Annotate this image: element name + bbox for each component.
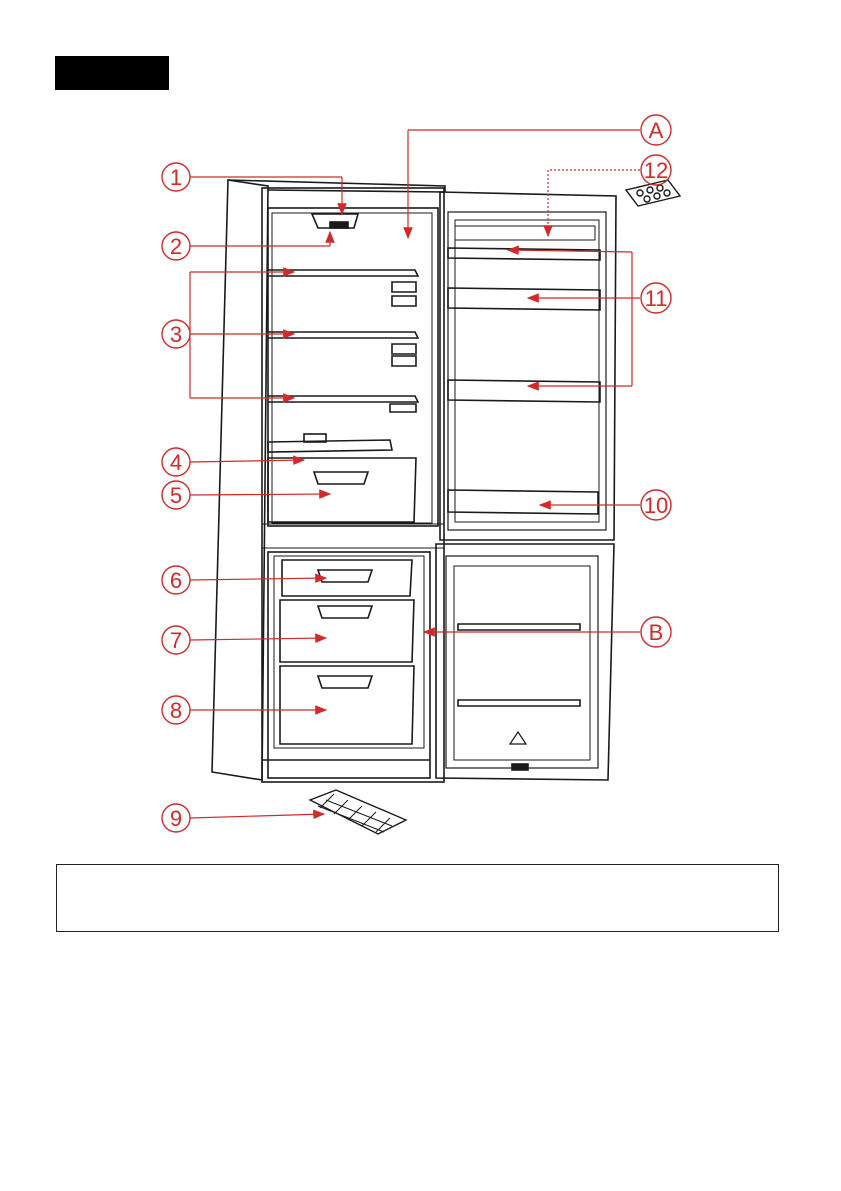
callout-1: [162, 163, 190, 191]
ice-tray-icon: [310, 790, 406, 834]
svg-text:12: 12: [643, 158, 669, 183]
callout-6: [162, 566, 190, 594]
glass-shelves: [268, 270, 418, 402]
callout-5: [162, 481, 190, 509]
callout-2: [162, 232, 190, 260]
svg-text:8: 8: [169, 698, 183, 723]
svg-text:B: B: [648, 620, 664, 645]
freezer-door: [436, 544, 614, 780]
freezer-drawers: [280, 560, 414, 744]
callout-8: [162, 696, 190, 724]
svg-text:10: 10: [643, 493, 669, 518]
svg-text:11: 11: [644, 286, 668, 311]
svg-text:5: 5: [169, 483, 183, 508]
note-box: [56, 864, 779, 932]
svg-text:1: 1: [169, 165, 183, 190]
svg-text:2: 2: [169, 234, 183, 259]
callout-b: [641, 617, 671, 647]
svg-text:6: 6: [169, 568, 183, 593]
fridge-cabinet: [212, 180, 445, 782]
svg-text:3: 3: [169, 322, 183, 347]
callout-4: [162, 448, 190, 476]
callout-12: [641, 155, 671, 185]
svg-text:7: 7: [169, 628, 183, 653]
callout-3: [162, 320, 190, 348]
callout-10: [641, 490, 671, 520]
svg-text:A: A: [648, 118, 664, 143]
callout-9: [162, 804, 190, 832]
svg-text:9: 9: [169, 806, 183, 831]
callout-7: [162, 626, 190, 654]
callout-a: [641, 115, 671, 145]
egg-tray-icon: [626, 180, 680, 206]
crisper-cover: [268, 440, 392, 452]
callout-11: [641, 283, 671, 313]
fridge-door: [440, 192, 616, 540]
svg-text:4: 4: [169, 450, 183, 475]
crisper-drawer: [268, 458, 416, 522]
